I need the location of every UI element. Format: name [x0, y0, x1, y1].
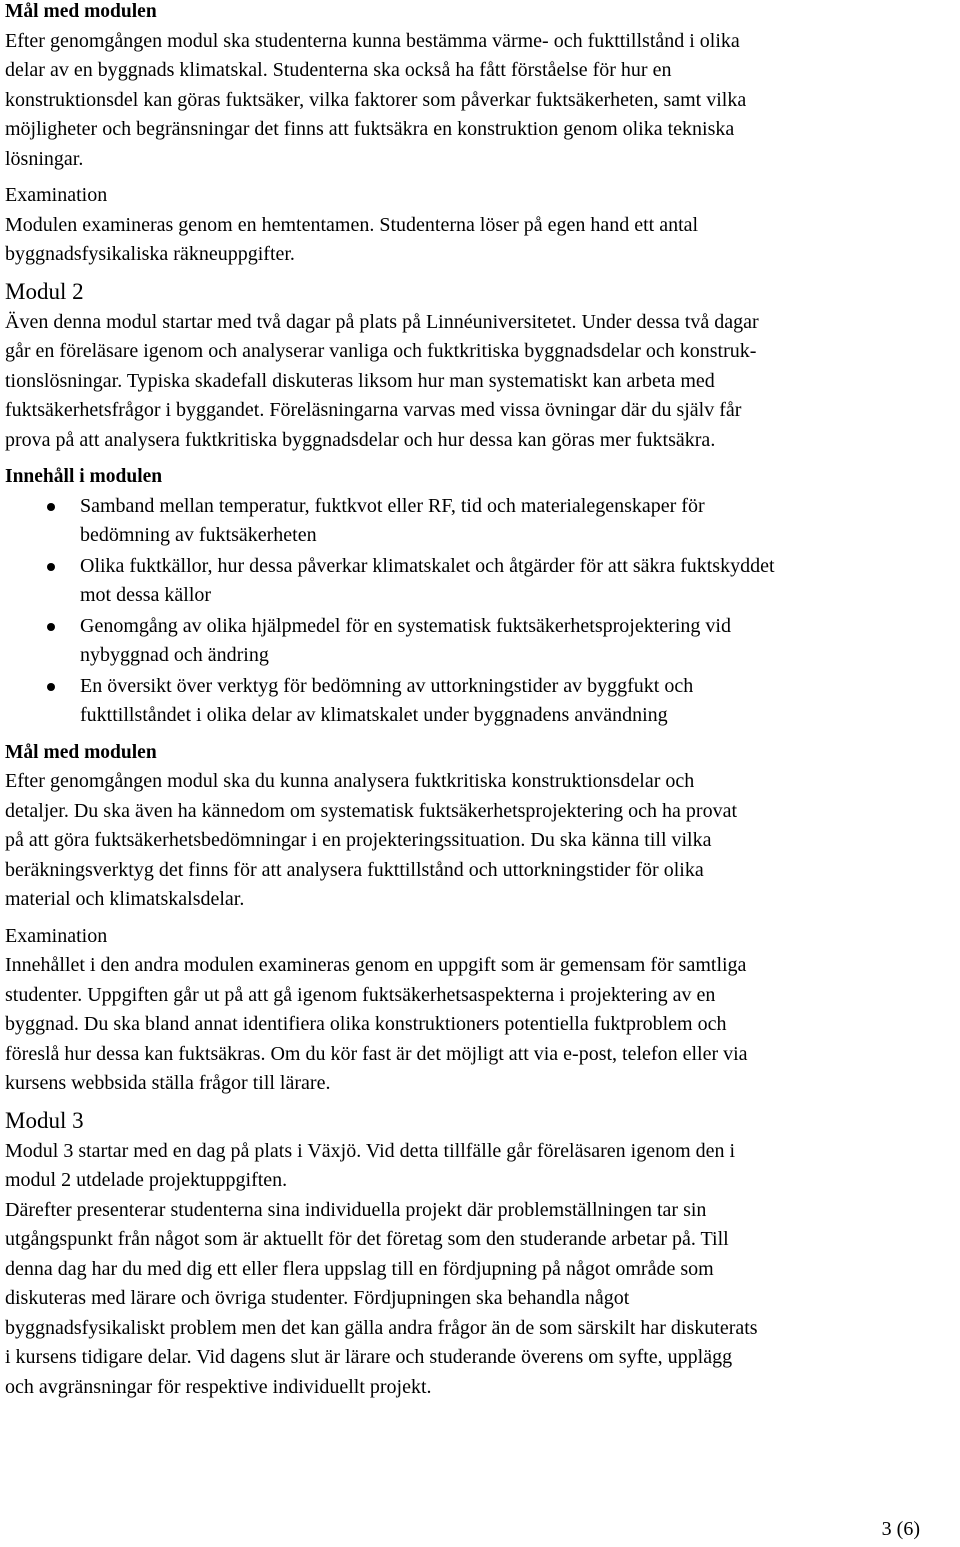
bullet-icon	[47, 563, 55, 571]
list-item	[5, 492, 957, 551]
bullet-line: Samband mellan temperatur, fuktkvot eller RF, tid och materialegenskaper för	[80, 494, 705, 517]
paragraph-line: kursens webbsida ställa frågor till lärare.	[5, 1072, 331, 1094]
paragraph-line: konstruktionsdel kan göras fuktsäker, vilka faktorer som påverkar fuktsäkerheten, samt vilka	[5, 88, 747, 111]
paragraph-line: Även denna modul startar med två dagar på plats på Linnéuniversitetet. Under dessa två dagar	[5, 310, 759, 333]
paragraph-line: tionslösningar. Typiska skadefall diskuteras liksom hur man systematiskt kan arbeta med	[5, 369, 715, 392]
paragraph-line: material och klimatskalsdelar.	[5, 888, 245, 910]
paragraph-line: prova på att analysera fuktkritiska byggnadsdelar och hur dessa kan göras mer fuktsäkra.	[5, 428, 716, 451]
paragraph-line: på att göra fuktsäkerhetsbedömningar i en projekteringssituation. Du ska känna till vilka	[5, 829, 712, 851]
paragraph-line: möjligheter och begränsningar det finns att fuktsäkra en konstruktion genom olika tekniska	[5, 118, 735, 140]
paragraph-line: Modulen examineras genom en hemtentamen. Studenterna löser på egen hand ett antal	[5, 213, 699, 236]
section-heading-examination-2: Examination	[5, 924, 108, 947]
paragraph-line: modul 2 utdelade projektuppgiften.	[5, 1169, 288, 1191]
document-page	[5, 0, 957, 1402]
paragraph-line: byggnadsfysikaliskt problem men det kan gälla andra frågor än de som särskilt har diskuterats	[5, 1316, 758, 1339]
section-heading-goals: Mål med modulen	[5, 1, 157, 22]
goals-2-paragraph	[5, 767, 957, 915]
paragraph-line: utgångspunkt från något som är aktuellt för det företag som den studerande arbetar på. Till	[5, 1228, 729, 1250]
examination-paragraph	[5, 211, 957, 270]
bullet-line: nybyggnad och ändring	[80, 644, 269, 666]
bullet-line: bedömning av fuktsäkerheten	[80, 524, 317, 546]
paragraph-line: Efter genomgången modul ska du kunna analysera fuktkritiska konstruktionsdelar och	[5, 770, 695, 792]
paragraph-line: Innehållet i den andra modulen examineras genom en uppgift som är gemensam för samtliga	[5, 954, 747, 976]
bullet-line: mot dessa källor	[80, 584, 212, 606]
paragraph-line: fuktsäkerhetsfrågor i byggandet. Föreläsningarna varvas med vissa övningar där du själv får	[5, 399, 742, 421]
modul-3-title: Modul 3	[5, 1107, 84, 1133]
list-item	[5, 672, 957, 731]
section-heading-content: Innehåll i modulen	[5, 466, 163, 487]
paragraph-line: delar av en byggnads klimatskal. Studenterna ska också ha fått förståelse för hur en	[5, 59, 672, 81]
list-item	[5, 552, 957, 611]
paragraph-line: detaljer. Du ska även ha kännedom om systematisk fuktsäkerhetsprojektering och ha provat	[5, 799, 738, 822]
paragraph-line: föreslå hur dessa kan fuktsäkras. Om du kör fast är det möjligt att via e-post, telefon eller via	[5, 1042, 748, 1065]
page-number: 3 (6)	[881, 1518, 920, 1540]
paragraph-line: diskuteras med lärare och övriga studenter. Fördjupningen ska behandla något	[5, 1287, 630, 1309]
section-heading-examination: Examination	[5, 184, 108, 206]
paragraph-line: lösningar.	[5, 147, 84, 170]
list-item	[5, 612, 957, 671]
paragraph-line: och avgränsningar för respektive individuellt projekt.	[5, 1375, 432, 1398]
goals-paragraph	[5, 27, 957, 175]
bullet-icon	[47, 503, 55, 511]
paragraph-line: Modul 3 startar med en dag på plats i Växjö. Vid detta tillfälle går föreläsaren igenom den i	[5, 1139, 736, 1162]
paragraph-line: byggnadsfysikaliska räkneuppgifter.	[5, 243, 295, 265]
paragraph-line: Därefter presenterar studenterna sina individuella projekt där problemställningen tar sin	[5, 1198, 707, 1221]
paragraph-line: denna dag har du med dig ett eller flera uppslag till en fördjupning på något område som	[5, 1257, 714, 1280]
paragraph-line: går en föreläsare igenom och analyserar vanliga och fuktkritiska byggnadsdelar och konstruk-	[5, 340, 757, 362]
examination-2-paragraph	[5, 951, 957, 1099]
bullet-icon	[47, 683, 55, 691]
bullet-icon	[47, 623, 55, 631]
paragraph-line: studenter. Uppgiften går ut på att gå igenom fuktsäkerhetsaspekterna i projektering av en	[5, 983, 716, 1006]
modul-2-intro-paragraph	[5, 308, 957, 456]
modul-3-paragraph	[5, 1137, 957, 1403]
bullet-line: fukttillståndet i olika delar av klimatskalet under byggnadens användning	[80, 704, 668, 726]
paragraph-line: byggnad. Du ska bland annat identifiera olika konstruktioners potentiella fuktproblem och	[5, 1013, 727, 1035]
paragraph-line: Efter genomgången modul ska studenterna kunna bestämma värme- och fukttillstånd i olika	[5, 29, 740, 52]
paragraph-line: i kursens tidigare delar. Vid dagens slut är lärare och studerande överens om syfte, upplägg	[5, 1346, 733, 1368]
modul-2-title: Modul 2	[5, 278, 84, 304]
bullet-line: En översikt över verktyg för bedömning av uttorkningstider av byggfukt och	[80, 674, 694, 697]
bullet-line: Olika fuktkällor, hur dessa påverkar klimatskalet och åtgärder för att säkra fuktskyddet	[80, 554, 775, 577]
content-bullet-list	[5, 492, 957, 731]
section-heading-goals-2: Mål med modulen	[5, 741, 157, 763]
bullet-line: Genomgång av olika hjälpmedel för en systematisk fuktsäkerhetsprojektering vid	[80, 614, 731, 637]
paragraph-line: beräkningsverktyg det finns för att analysera fukttillstånd och uttorkningstider för olika	[5, 858, 704, 881]
